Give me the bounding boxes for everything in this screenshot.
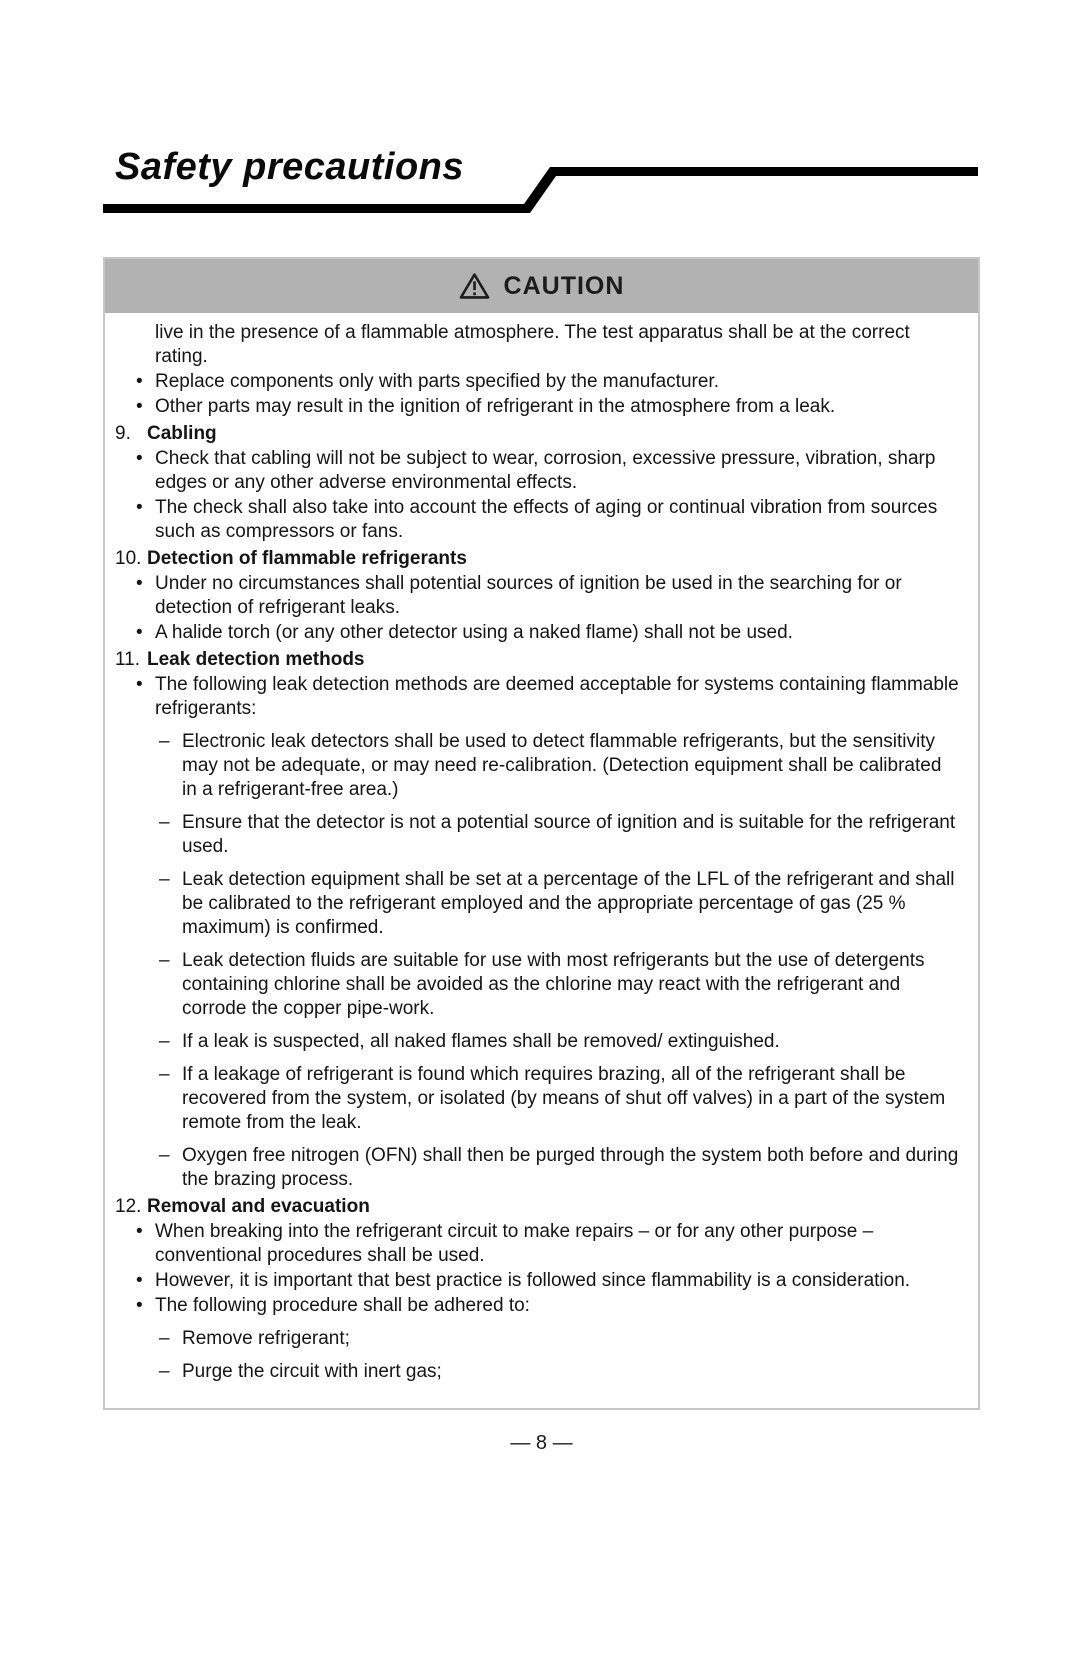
list-item [159, 1063, 960, 1135]
caution-label: CAUTION [503, 271, 625, 300]
list-item [136, 496, 960, 544]
item-text: When breaking into the refrigerant circuit to make repairs – or for any other purpose – conventional procedures shall be used. [155, 1221, 874, 1266]
list-item [159, 1030, 960, 1054]
list-item [136, 1220, 960, 1268]
list-item [159, 730, 960, 802]
item-text: The following leak detection methods are deemed acceptable for systems containing flammable refrigerants: [155, 674, 959, 719]
dash-marker: – [159, 812, 170, 833]
list-item [136, 1269, 960, 1293]
page-number: — 8 — [510, 1432, 573, 1454]
section-number: 9. [115, 423, 131, 444]
bullet-marker: • [136, 573, 143, 594]
list-item [136, 370, 960, 394]
dash-marker: – [159, 1031, 170, 1052]
warning-triangle-icon [459, 272, 490, 300]
list-item [136, 447, 960, 495]
item-text: Electronic leak detectors shall be used to detect flammable refrigerants, but the sensitivity may not be adequate, or may need re-calibration. (Detection equipment shall be calibrated in a refrigerant-free area.) [182, 731, 942, 800]
bullet-marker: • [136, 1270, 143, 1291]
dash-marker: – [159, 1328, 170, 1349]
dash-marker: – [159, 1361, 170, 1382]
list-item [136, 621, 960, 645]
section-title: Cabling [147, 423, 217, 444]
item-text: Check that cabling will not be subject to wear, corrosion, excessive pressure, vibration, sharp edges or any other adverse environmental effects. [155, 448, 936, 493]
item-text: live in the presence of a flammable atmosphere. The test apparatus shall be at the correct rating. [155, 322, 910, 367]
page-title: Safety precautions [115, 146, 464, 188]
dash-marker: – [159, 950, 170, 971]
dash-marker: – [159, 1064, 170, 1085]
item-text: The check shall also take into account the effects of aging or continual vibration from sources such as compressors or fans. [155, 497, 938, 542]
content-list [105, 313, 978, 1408]
item-text: Ensure that the detector is not a potential source of ignition and is suitable for the refrigerant used. [182, 812, 956, 857]
section-number: 11. [115, 649, 141, 670]
section-heading [115, 547, 960, 571]
list-item [136, 395, 960, 419]
item-text: The following procedure shall be adhered to: [155, 1295, 530, 1316]
bullet-marker: • [136, 1295, 143, 1316]
item-text: Other parts may result in the ignition of refrigerant in the atmosphere from a leak. [155, 396, 836, 417]
caution-box [103, 257, 980, 1410]
item-text: Under no circumstances shall potential sources of ignition be used in the searching for or detection of refrigerant leaks. [155, 573, 902, 618]
item-text: Remove refrigerant; [182, 1328, 350, 1349]
section-title: Detection of flammable refrigerants [147, 548, 467, 569]
section-number: 12. [115, 1196, 142, 1217]
document-page [0, 146, 1083, 1658]
list-item [159, 949, 960, 1021]
caution-header-bar [105, 259, 978, 313]
item-text: Replace components only with parts specified by the manufacturer. [155, 371, 719, 392]
item-text: However, it is important that best practice is followed since flammability is a consideration. [155, 1270, 911, 1291]
list-item [159, 811, 960, 859]
bullet-marker: • [136, 497, 143, 518]
item-text: Purge the circuit with inert gas; [182, 1361, 442, 1382]
item-text: If a leakage of refrigerant is found which requires brazing, all of the refrigerant shall be recovered from the system, or isolated (by means of shut off valves) in a part of the system remote from the leak. [182, 1064, 946, 1133]
list-item [136, 673, 960, 721]
dash-marker: – [159, 869, 170, 890]
dash-marker: – [159, 731, 170, 752]
dash-marker: – [159, 1145, 170, 1166]
bullet-marker: • [136, 622, 143, 643]
section-number: 10. [115, 548, 142, 569]
bullet-marker: • [136, 1221, 143, 1242]
section-heading [115, 1195, 960, 1219]
item-text: Leak detection fluids are suitable for use with most refrigerants but the use of detergents containing chlorine shall be avoided as the chlorine may react with the refrigerant and corrode the copper pipe-work. [182, 950, 925, 1019]
list-item [136, 572, 960, 620]
item-text: Leak detection equipment shall be set at a percentage of the LFL of the refrigerant and shall be calibrated to the refrigerant employed and the appropriate percentage of gas (25 % maximum) is confirmed. [182, 869, 955, 938]
bullet-marker: • [136, 371, 143, 392]
section-title: Removal and evacuation [147, 1196, 370, 1217]
section-heading [115, 648, 960, 672]
list-item [159, 1144, 960, 1192]
section-heading [115, 422, 960, 446]
list-item [159, 868, 960, 940]
page-header [103, 146, 980, 225]
list-item [159, 1360, 960, 1384]
section-title: Leak detection methods [147, 649, 365, 670]
page-footer [103, 1432, 980, 1495]
bullet-marker: • [136, 448, 143, 469]
item-text: Oxygen free nitrogen (OFN) shall then be purged through the system both before and during the brazing process. [182, 1145, 959, 1190]
list-item [136, 1294, 960, 1318]
bullet-marker: • [136, 396, 143, 417]
item-text: A halide torch (or any other detector using a naked flame) shall not be used. [155, 622, 793, 643]
list-item [155, 321, 960, 369]
item-text: If a leak is suspected, all naked flames shall be removed/ extinguished. [182, 1031, 780, 1052]
bullet-marker: • [136, 674, 143, 695]
list-item [159, 1327, 960, 1351]
